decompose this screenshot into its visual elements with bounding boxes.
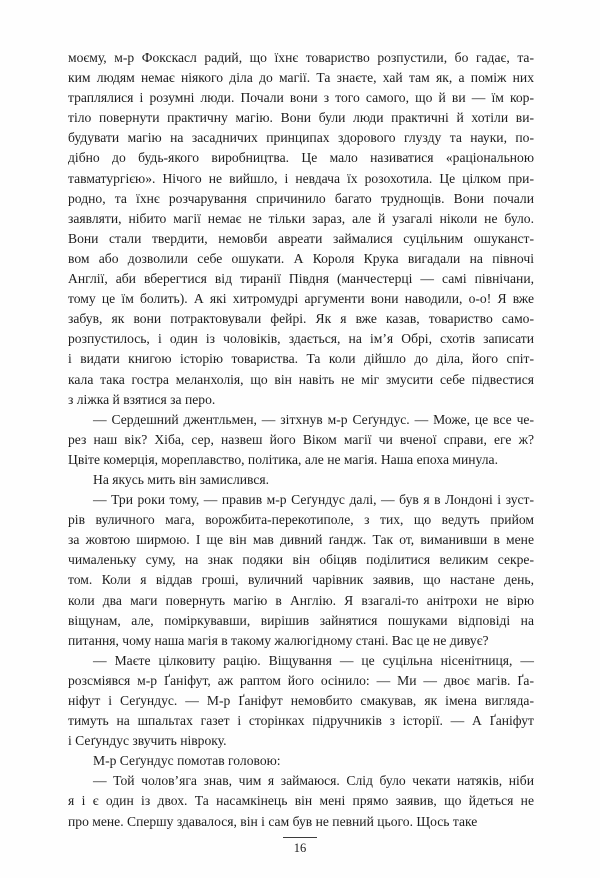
text-line: М-р Сеґундус помотав головою: (93, 753, 281, 769)
text-line: Англії, аби вберегтися від тиранії Півдня (манчестерці — самі північани, (68, 271, 534, 287)
text-line: тому це їм болить). А які хитромудрі аргументи вони наводили, о-о! Я вже (68, 291, 534, 307)
paragraph (68, 490, 534, 651)
text-line: ким людям немає ніякого діла до магії. Та знаєте, хай там як, а поміж них (68, 70, 534, 86)
text-line: моєму, м-р Фокскасл радий, що їхнє товариство розпустили, бо гадає, та- (68, 50, 534, 65)
text-line: тіло повернути практичну магію. Вони були люди практичні й хотіли ви- (68, 110, 534, 126)
paragraph (68, 470, 534, 490)
text-line: — Маєте цілковиту рацію. Віщування — це суцільна нісенітниця, — (93, 652, 534, 668)
text-line: том. Коли я віддав гроші, вуличний чарівник заявив, що настане день, (68, 572, 534, 588)
text-line: — Сердешний джентльмен, — зітхнув м-р Сеґундус. — Може, це все че- (93, 411, 534, 427)
paragraph (68, 48, 534, 410)
text-line: розсміявся м-р Ґаніфут, аж раптом його осінило: — Ми — двоє магів. Ґа- (68, 672, 534, 688)
text-line: Цвіте комерція, мореплавство, політика, але не магія. Наша епоха минула. (68, 451, 498, 467)
text-line: траплялися і розумні люди. Почали вони з того самого, що й ви — їм кор- (68, 90, 534, 106)
text-line: На якусь мить він замислився. (93, 471, 270, 487)
text-line: і Сеґундус звучить нівроку. (68, 733, 227, 749)
text-line: про мене. Спершу здавалося, він і сам був не певний цього. Щось таке (68, 813, 478, 829)
text-line: коли два маги повернуть магію в Англію. Я взагалі-то анітрохи не вірю (68, 592, 534, 608)
paragraph (68, 651, 534, 751)
text-line: рів вуличного мага, ворожбита-перекотиполе, з тих, що ведуть прийом (68, 512, 534, 528)
text-line: тимуть на шпальтах газет і сторінках підручників з історії. — А Ґаніфут (68, 713, 534, 729)
text-line: тавматургією». Нічого не вийшло, і невдача їх розохотила. Це цілком при- (68, 170, 534, 186)
text-line: — Три роки тому, — правив м-р Сеґундус далі, — був я в Лондоні і зуст- (93, 492, 534, 508)
text-line: ніфут і Сеґундус. — М-р Ґаніфут немовбито смакував, як імена вигляда- (68, 693, 534, 708)
text-line: і видати книгою історію товариства. Та коли дійшло до діла, його спіт- (68, 351, 534, 367)
text-line: за жовтою ширмою. І ще він мав дивний ґандж. Так от, виманивши в мене (68, 532, 534, 548)
text-line: забув, як вони потрактовували фейрі. Як я вже казав, товариство само- (68, 311, 534, 327)
text-line: кала така гостра меланхолія, що він навіть не міг змусити себе підвестися (68, 371, 534, 387)
page-number: 16 (293, 841, 307, 855)
text-block (68, 48, 534, 832)
text-line: з ліжка й взятися за перо. (68, 391, 216, 407)
text-line: вом або дозволили себе ошукати. А Короля Крука вигадали на півночі (68, 250, 534, 266)
text-line: я і є один із двох. Та насамкінець він мені прямо заявив, що йдеться не (68, 793, 534, 809)
text-line: Вони стали твердити, немовби авреати займалися суцільним ошуканст- (68, 230, 534, 246)
text-line: заявляти, нібито магії немає не тільки зараз, але й узагалі ніколи не було. (68, 210, 534, 226)
footer-rule (283, 837, 317, 838)
text-line: питання, чому наша магія в такому жалюгідному стані. Вас це не дивує? (68, 632, 489, 648)
page-footer (0, 837, 600, 856)
text-line: будувати магію на засадничих принципах здорового глузду та науки, по- (68, 130, 534, 146)
paragraph (68, 410, 534, 470)
paragraph (68, 771, 534, 831)
text-line: — Той чолов’яга знав, чим я займаюся. Слід було чекати натяків, ніби (93, 773, 534, 789)
text-line: родно, та їхнє розчарування спричинило багато труднощів. Вони почали (68, 190, 534, 206)
text-line: чималеньку суму, на знак подяки він обіцяв поділитися великим секре- (68, 552, 534, 568)
paragraph (68, 751, 534, 771)
text-line: рез наш вік? Хіба, сер, назвеш його Віком магії чи вченої справи, еге ж? (68, 431, 534, 447)
text-line: віщунам, але, поміркувавши, вирішив зайнятися пошуками відповіді на (68, 612, 534, 628)
text-line: розпустилось, і один із чоловіків, здається, на ім’я Обрі, схотів записати (68, 331, 534, 347)
text-line: дібно до будь-якого виробництва. Це мало називатися «раціональною (68, 150, 534, 166)
